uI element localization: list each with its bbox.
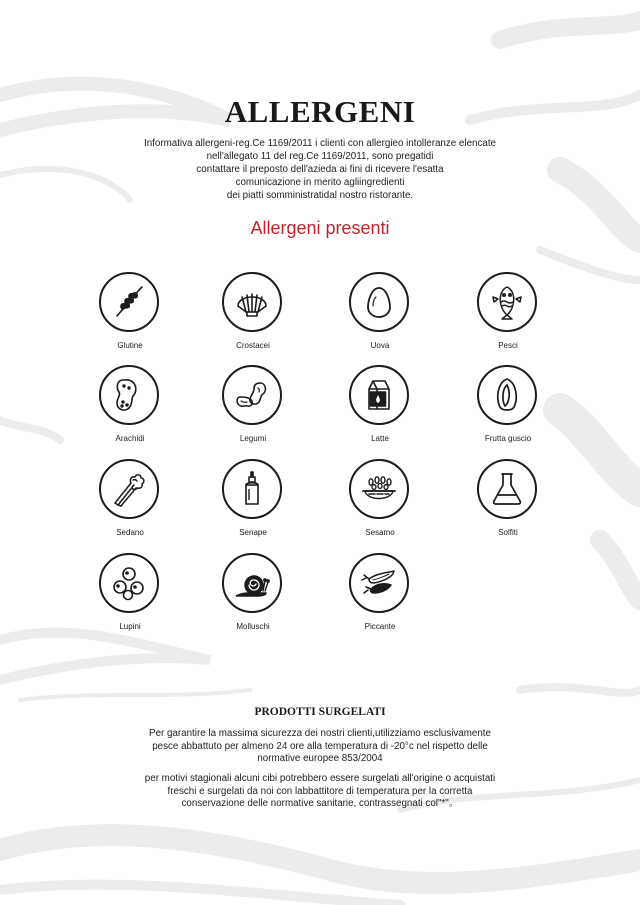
intro-line: contattare il preposto dell'azieda ai fini di ricevere l'esatta	[196, 164, 444, 175]
frozen-paragraph-1	[100, 728, 540, 766]
celery-icon	[99, 459, 159, 519]
peanut-icon	[99, 365, 159, 425]
intro-text	[100, 137, 540, 202]
section-subtitle: Allergeni presenti	[250, 218, 390, 238]
allergen-label: Molluschi	[236, 622, 270, 631]
allergen-label: Uova	[370, 341, 390, 350]
allergen-label: Piccante	[364, 622, 396, 631]
frozen-line: pesce abbattuto per almeno 24 ore alla temperatura di -20°c nel rispetto delle	[152, 740, 488, 752]
allergen-label: Pesci	[498, 341, 518, 350]
milk-carton-icon	[349, 365, 409, 425]
frozen-products-title: PRODOTTI SURGELATI	[254, 706, 386, 718]
allergen-label: Solfiti	[498, 528, 518, 537]
sesame-icon	[349, 459, 409, 519]
allergen-label: Latte	[371, 434, 389, 443]
intro-line: Informativa allergeni-reg.Ce 1169/2011 i clienti con allergieo intolleranze elencate	[144, 138, 496, 149]
snail-icon	[222, 553, 282, 613]
allergen-label: Glutine	[117, 341, 143, 350]
frozen-line: normative europee 853/2004	[257, 753, 383, 764]
allergen-label: Arachidi	[115, 434, 145, 443]
allergen-label: Crostacei	[236, 341, 270, 350]
allergen-label: Frutta guscio	[484, 434, 532, 443]
lupin-icon	[99, 553, 159, 613]
egg-icon	[349, 272, 409, 332]
allergen-label: Senape	[239, 528, 267, 537]
page-title: ALLERGENI	[224, 94, 416, 129]
frozen-line: conservazione delle normative sanitarie, contrassegnati col"*"。	[181, 798, 459, 809]
mustard-bottle-icon	[222, 459, 282, 519]
intro-line: comunicazione in merito agliingredienti	[235, 177, 405, 188]
allergen-label: Legumi	[239, 434, 267, 443]
nut-icon	[477, 365, 537, 425]
shell-icon	[222, 272, 282, 332]
flask-icon	[477, 459, 537, 519]
frozen-line: Per garantire la massima sicurezza dei nostri clienti,utilizziamo esclusivamente	[149, 728, 491, 739]
allergen-label: Sesamo	[365, 528, 395, 537]
frozen-line: freschi e surgelati da noi con labbattitore di temperatura per la corretta	[167, 785, 473, 797]
intro-line: nell'allegato 11 del reg.Ce 1169/2011, sono pregatidi	[206, 151, 434, 162]
frozen-paragraph-2	[100, 773, 540, 811]
intro-line: dei piatti somministratidal nostro ristorante.	[226, 190, 414, 201]
allergen-label: Sedano	[116, 528, 144, 537]
wheat-icon	[99, 272, 159, 332]
chili-icon	[349, 553, 409, 613]
fish-icon	[477, 272, 537, 332]
beans-icon	[222, 365, 282, 425]
frozen-line: per motivi stagionali alcuni cibi potrebbero essere surgelati all'origine o acquistati	[144, 773, 496, 784]
allergen-label: Lupini	[119, 622, 141, 631]
